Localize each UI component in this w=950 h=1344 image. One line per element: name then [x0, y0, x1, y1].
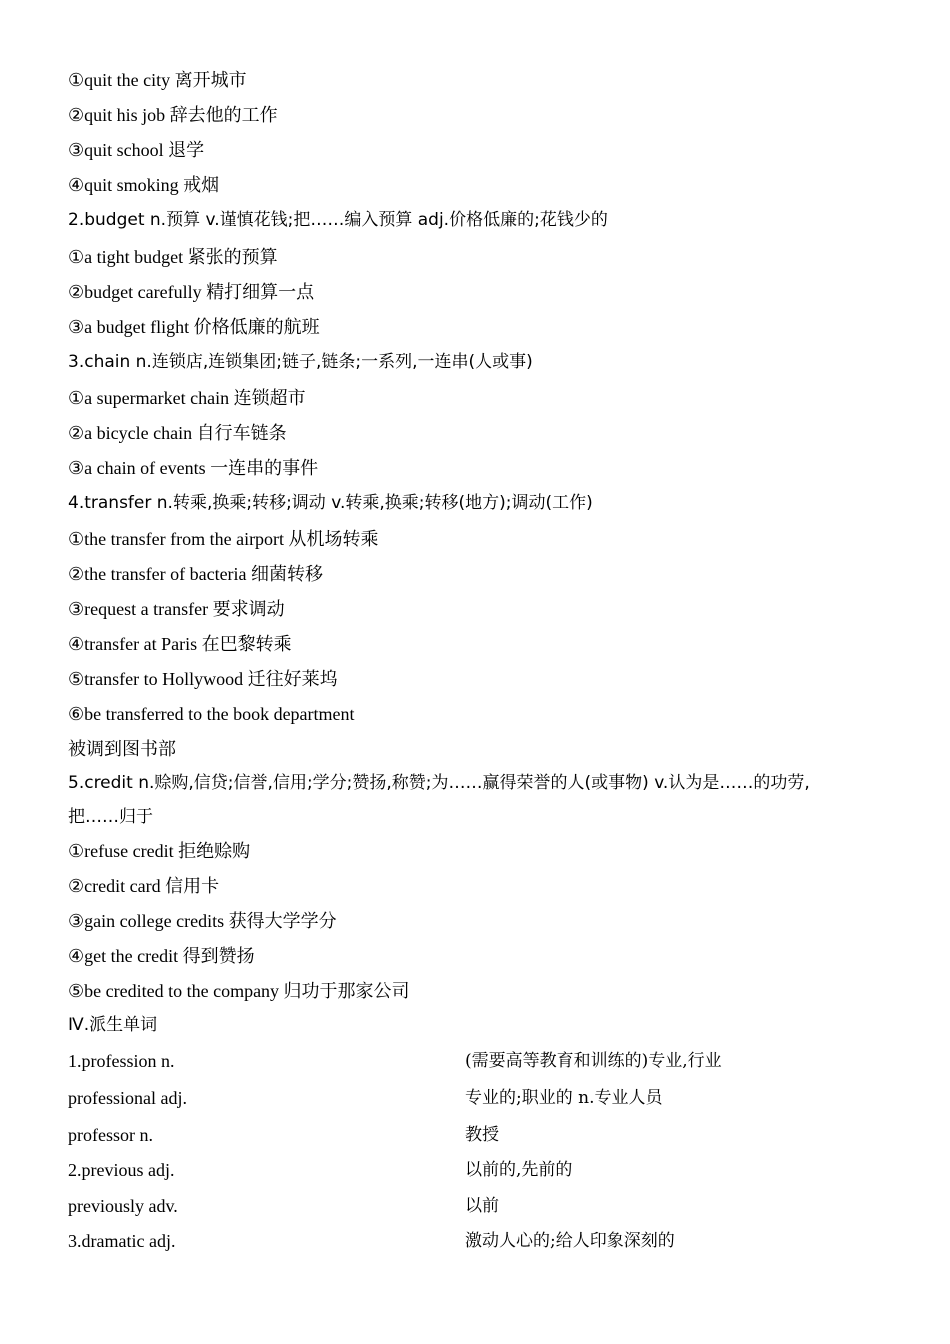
entry-heading-budget: 2.budget n.预算 v.谨慎花钱;把……编入预算 adj.价格低廉的;花钱少的 [68, 210, 608, 230]
example-line: ②a bicycle chain 自行车链条 [68, 423, 287, 443]
derived-word: 2.previous adj. [68, 1160, 175, 1180]
example-line: ③gain college credits 获得大学学分 [68, 911, 337, 931]
derived-meaning: 专业的;职业的 n.专业人员 [465, 1088, 663, 1108]
entry-heading-credit-cont: 把……归于 [68, 807, 153, 827]
example-line: ⑤be credited to the company 归功于那家公司 [68, 981, 410, 1001]
derived-meaning: (需要高等教育和训练的)专业,行业 [465, 1051, 722, 1071]
derived-word: professional adj. [68, 1088, 187, 1108]
example-line: ①a supermarket chain 连锁超市 [68, 388, 306, 408]
example-line: ④get the credit 得到赞扬 [68, 946, 255, 966]
derived-meaning: 教授 [465, 1125, 499, 1145]
example-line: ①a tight budget 紧张的预算 [68, 247, 278, 267]
derived-word: 3.dramatic adj. [68, 1231, 176, 1251]
example-line: ②budget carefully 精打细算一点 [68, 282, 315, 302]
example-line: ④transfer at Paris 在巴黎转乘 [68, 634, 292, 654]
section-heading-derived: Ⅳ.派生单词 [68, 1015, 158, 1035]
derived-meaning: 以前的,先前的 [465, 1160, 573, 1180]
example-line: ③a chain of events 一连串的事件 [68, 458, 319, 478]
derived-meaning: 以前 [465, 1196, 499, 1216]
example-line: ①the transfer from the airport 从机场转乘 [68, 529, 379, 549]
entry-heading-chain: 3.chain n.连锁店,连锁集团;链子,链条;一系列,一连串(人或事) [68, 352, 533, 372]
example-line: ②credit card 信用卡 [68, 876, 220, 896]
example-line: ③quit school 退学 [68, 140, 205, 160]
example-line: 被调到图书部 [68, 739, 176, 759]
entry-heading-transfer: 4.transfer n.转乘,换乘;转移;调动 v.转乘,换乘;转移(地方);调动(工作) [68, 493, 593, 513]
example-line: ①refuse credit 拒绝赊购 [68, 841, 251, 861]
example-line [68, 65, 247, 95]
example-line: ⑥be transferred to the book department [68, 704, 355, 724]
example-line: ③a budget flight 价格低廉的航班 [68, 317, 320, 337]
example-line: ③request a transfer 要求调动 [68, 599, 285, 619]
example-line: ⑤transfer to Hollywood 迁往好莱坞 [68, 669, 338, 689]
derived-word: previously adv. [68, 1196, 178, 1216]
example-line: ④quit smoking 戒烟 [68, 175, 220, 195]
quit-city: ①quit the city 离开城市 [68, 70, 247, 90]
example-line: ②quit his job 辞去他的工作 [68, 105, 278, 125]
derived-word: professor n. [68, 1125, 153, 1145]
example-line: ②the transfer of bacteria 细菌转移 [68, 564, 324, 584]
entry-heading-credit: 5.credit n.赊购,信贷;信誉,信用;学分;赞扬,称赞;为……赢得荣誉的人(或事物) v.认为是……的功劳, [68, 773, 810, 793]
derived-meaning: 激动人心的;给人印象深刻的 [465, 1231, 675, 1251]
derived-word: 1.profession n. [68, 1051, 175, 1071]
